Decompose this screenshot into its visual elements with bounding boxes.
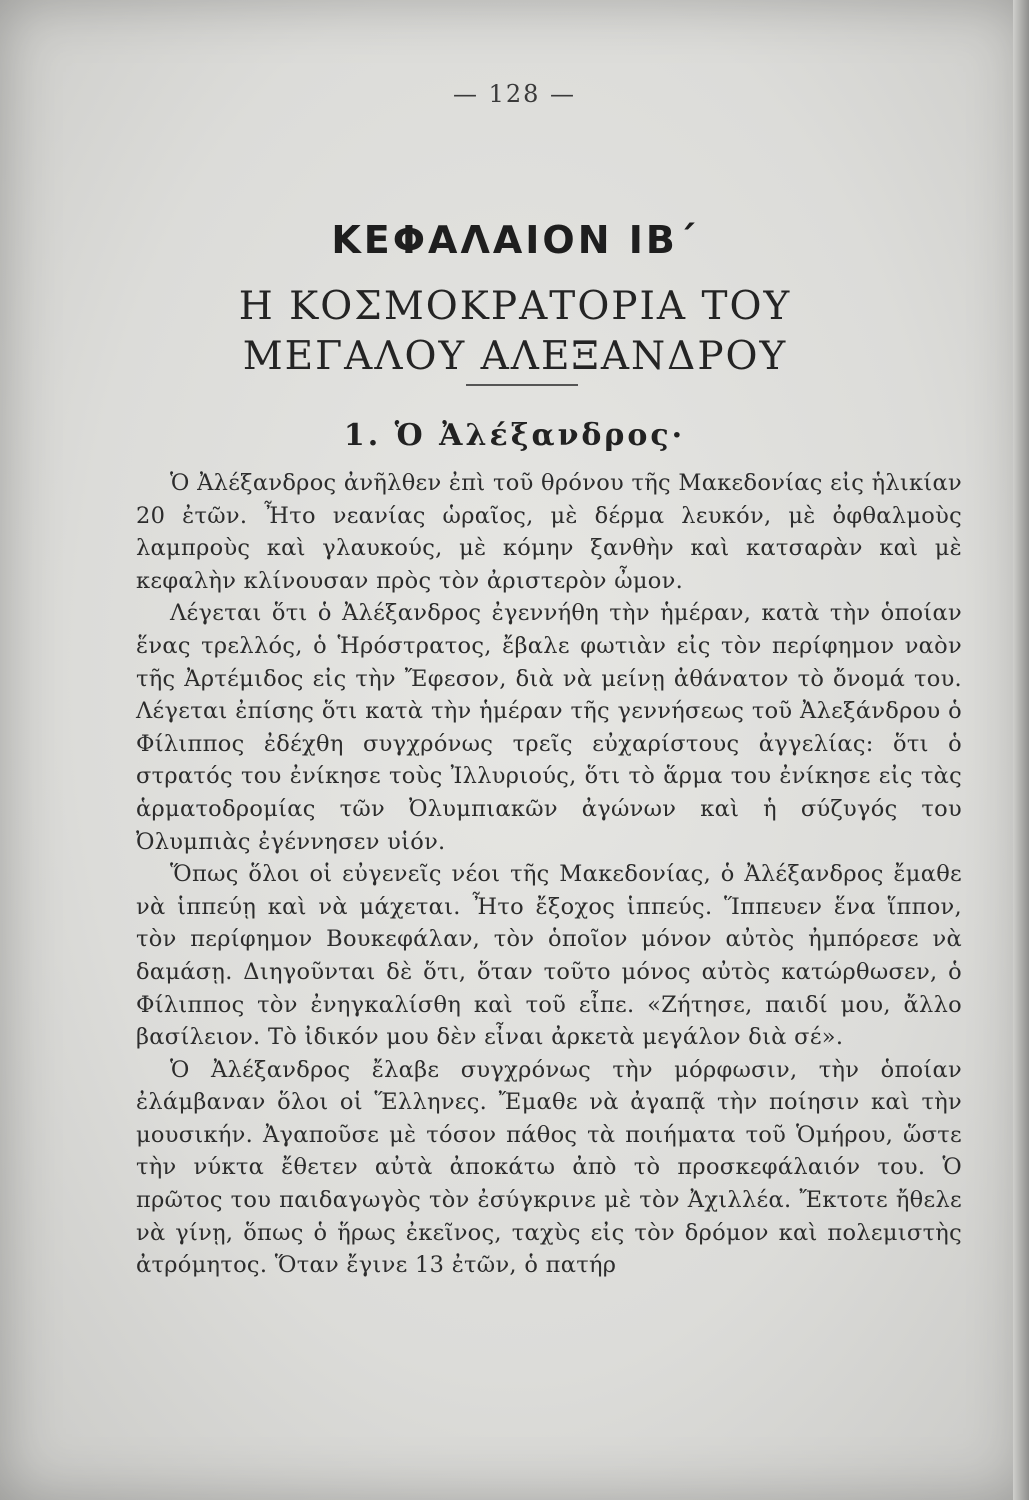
section-heading: 1. Ὁ Ἀλέξανδρος· xyxy=(343,418,686,453)
title-divider xyxy=(466,384,578,386)
chapter-label: ΚΕΦΑΛΑΙΟΝ ΙΒ΄ xyxy=(331,218,698,262)
paragraph: Ὁ Ἀλέξανδρος ἀνῆλθεν ἐπὶ τοῦ θρόνου τῆς Μακεδονίας εἰς ἡλικίαν 20 ἐτῶν. Ἦτο νεανίας ὡραῖος, μὲ δέρμα λευκόν, μὲ ὀφθαλμοὺς λαμπροὺς καὶ γλαυκούς, μὲ κόμην ξανθὴν καὶ κατσαρὰν καὶ μὲ κεφαλὴν κλίνουσαν πρὸς τὸν ἀριστερὸν ὦμον. xyxy=(136,470,962,594)
paragraph: Ὁ Ἀλέξανδρος ἔλαβε συγχρόνως τὴν μόρφωσιν, τὴν ὁποίαν ἐλάμβαναν ὅλοι οἱ Ἕλληνες. Ἔμαθε νὰ ἀγαπᾷ τὴν ποίησιν καὶ τὴν μουσικήν. Ἀγαποῦσε μὲ τόσον πάθος τὰ ποιήματα τοῦ Ὁμήρου, ὥστε τὴν νύκτα ἔθετεν αὐτὰ ἀποκάτω ἀπὸ τὸ προσκεφάλαιόν του. Ὁ πρῶτος του παιδαγωγὸς τὸν ἐσύγκρινε μὲ τὸν Ἀχιλλέα. Ἔκτοτε ἤθελε νὰ γίνῃ, ὅπως ὁ ἥρως ἐκεῖνος, ταχὺς εἰς τὸν δρόμον καὶ πολεμιστὴς ἀτρόμητος. Ὅταν ἔγινε 13 ἐτῶν, ὁ πατήρ xyxy=(136,1056,962,1279)
paragraph: Λέγεται ὅτι ὁ Ἀλέξανδρος ἐγεννήθη τὴν ἡμέραν, κατὰ τὴν ὁποίαν ἕνας τρελλός, ὁ Ἡρόστρατος, ἔβαλε φωτιὰν εἰς τὸν περίφημον ναὸν τῆς Ἀρτέμιδος εἰς τὴν Ἔφεσον, διὰ νὰ μείνῃ ἀθάνατον τὸ ὄνομά του. Λέγεται ἐπίσης ὅτι κατὰ τὴν ἡμέραν τῆς γεννήσεως τοῦ Ἀλεξάνδρου ὁ Φίλιππος ἐδέχθη συγχρόνως τρεῖς εὐχαρίστους ἀγγελίας: ὅτι ὁ στρατός του ἐνίκησε τοὺς Ἰλλυριούς, ὅτι τὸ ἅρμα του ἐνίκησε εἰς τὰς ἁρματοδρομίας τῶν Ὀλυμπιακῶν ἀγώνων καὶ ἡ σύζυγός του Ὀλυμπιὰς ἐγέννησεν υἱόν. xyxy=(136,600,962,855)
page-number: — 128 — xyxy=(452,80,577,108)
paragraph: Ὅπως ὅλοι οἱ εὐγενεῖς νέοι τῆς Μακεδονίας, ὁ Ἀλέξανδρος ἔμαθε νὰ ἱππεύῃ καὶ νὰ μάχεται. Ἦτο ἔξοχος ἱππεύς. Ἵππευεν ἕνα ἵππον, τὸν περίφημον Βουκεφάλαν, τὸν ὁποῖον μόνον αὐτὸς ἠμπόρεσε νὰ δαμάσῃ. Διηγοῦνται δὲ ὅτι, ὅταν τοῦτο μόνος αὐτὸς κατώρθωσεν, ὁ Φίλιππος τὸν ἐνηγκαλίσθη καὶ τοῦ εἶπε. «Ζήτησε, παιδί μου, ἄλλο βασίλειον. Τὸ ἰδικόν μου δὲν εἶναι ἀρκετὰ μεγάλον διὰ σέ». xyxy=(136,861,962,1051)
chapter-title: Η ΚΟΣΜΟΚΡΑΤΟΡΙΑ ΤΟΥ ΜΕΓΑΛΟΥ ΑΛΕΞΑΝΔΡΟΥ xyxy=(238,284,792,379)
body-text xyxy=(136,467,962,1282)
